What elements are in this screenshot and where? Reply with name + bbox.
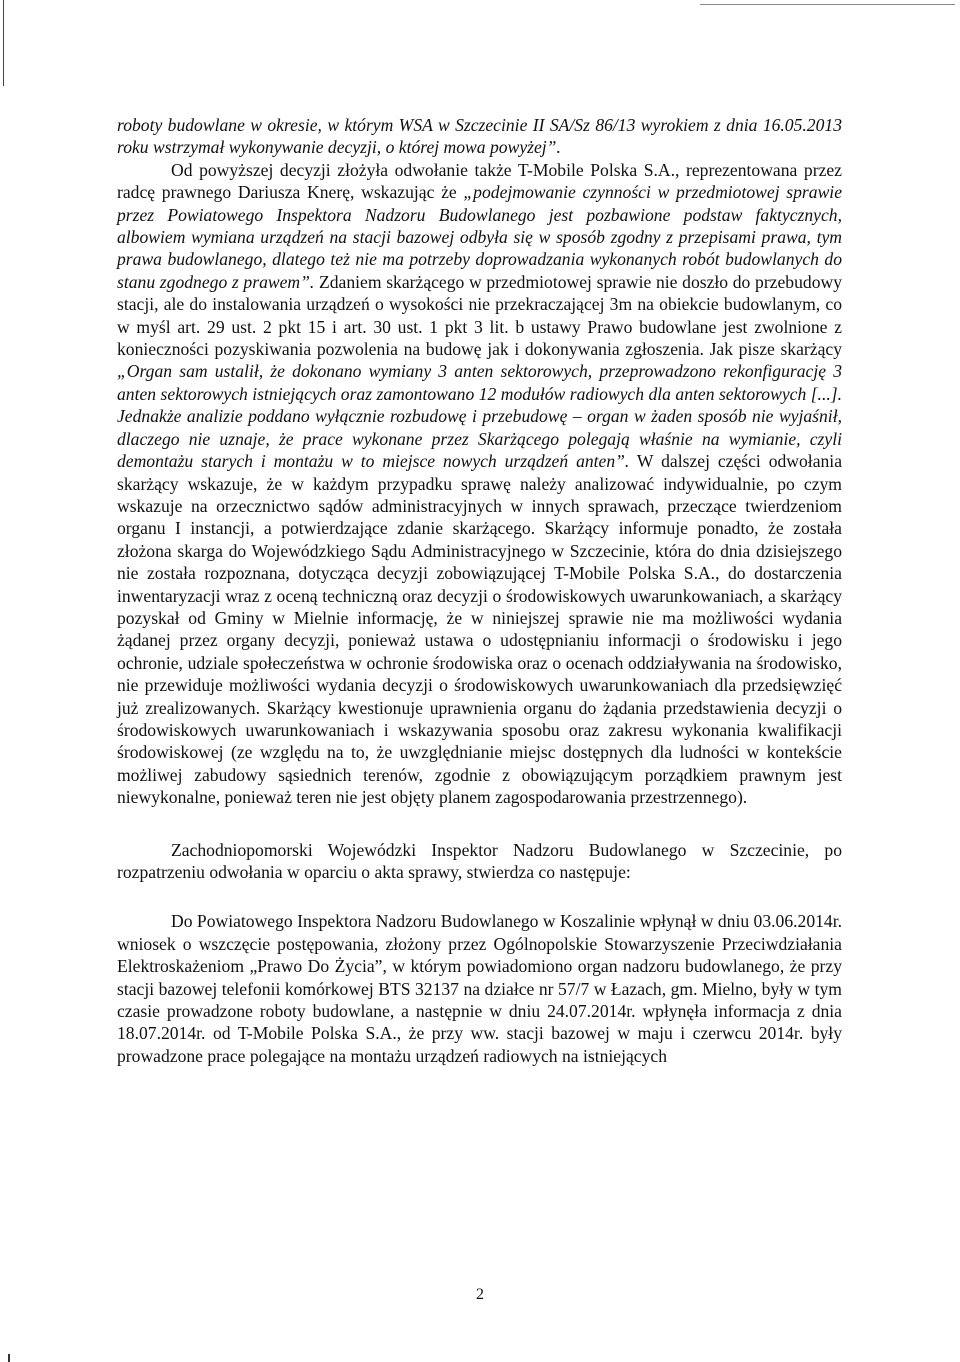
- application-text: Do Powiatowego Inspektora Nadzoru Budowlanego w Koszalinie wpłynął w dniu 03.06.2014r. wniosek o wszczęcie postępowania, złożony przez Ogólnopolskie Stowarzyszenie Przeciwdziałania Elektroskażeniom „Prawo Do Życia”, w którym powiadomiono organ nadzoru budowlanego, że przy stacji bazowej telefonii komórkowej BTS 32137 na działce nr 57/7 w Łazach, gm. Mielno, były w tym czasie prowadzone roboty budowlane, a następnie w dniu 24.07.2014r. wpłynęła informacja z dnia 18.07.2014r. od T-Mobile Polska S.A., że przy ww. stacji bazowej w maju i czerwcu 2014r. były prowadzone prace polegające na montażu urządzeń radiowych na istniejących: [117, 911, 842, 1066]
- inspector-statement-text: Zachodniopomorski Wojewódzki Inspektor Nadzoru Budowlanego w Szczecinie, po rozpatrzeniu odwołania w oparciu o akta sprawy, stwierdza co następuje:: [117, 839, 842, 882]
- appeal-text-3: W dalszej części odwołania skarżący wskazuje, że w każdym przypadku sprawę należy analizować indywidualnie, po czym wskazuje na orzecznictwo sądów administracyjnych w innych sprawach, przeczące twierdzeniom organu I instancji, a potwierdzające zdanie skarżącego. Skarżący informuje ponadto, że została złożona skarga do Wojewódzkiego Sądu Administracyjnego w Szczecinie, która do dnia dzisiejszego nie została rozpoznana, dotycząca decyzji zobowiązującej T-Mobile Polska S.A., do dostarczenia inwentaryzacji wraz z oceną techniczną oraz decyzji o środowiskowych uwarunkowaniach, a skarżący pozyskał od Gminy w Mielnie informację, że w niniejszej sprawie nie ma możliwości wydania żądanej przez organy decyzji, ponieważ ustawa o udostępnianiu informacji o środowisku i jego ochronie, udziale społeczeństwa w ochronie środowiska oraz o ocenach oddziaływania na środowisko, nie przewiduje możliwości wydania decyzji o środowiskowych uwarunkowaniach dla przedsięwzięć już zrealizowanych. Skarżący kwestionuje uprawnienia organu do żądania przedstawienia decyzji o środowiskowych uwarunkowaniach i wskazywania sposobu oraz zakresu wykonania kwalifikacji środowiskowej (ze względu na to, że uwzględnianie miejsc dostępnych dla ludności w kontekście możliwej zabudowy sąsiednich terenów, zgodnie z obowiązującym porządkiem prawnym jest niewykonalne, ponieważ teren nie jest objęty planem zagospodarowania przestrzennego).: [117, 451, 843, 808]
- appeal-quote-2: „Organ sam ustalił, że dokonano wymiany 3 anten sektorowych, przeprowadzono rekonfigurację 3 anten sektorowych istniejących oraz zamontowano 12 modułów radiowych dla anten sektorowych [...]. Jednakże analizie poddano wyłącznie rozbudowę i przebudowę – organ w żaden sposób nie wyjaśnił, dlaczego nie uznaje, że prace wykonane przez Skarżącego polegają właśnie na wymianie, czyli demontażu starych i montażu w to miejsce nowych urządzeń anten”.: [117, 361, 842, 472]
- scan-left-edge-line: [3, 0, 4, 86]
- paragraph-appeal-t-mobile: [117, 159, 842, 809]
- continuation-quote: roboty budowlane w okresie, w którym WSA w Szczecinie II SA/Sz 86/13 wyrokiem z dnia 16.05.2013 roku wstrzymał wykonywanie decyzji, o której mowa powyżej”.: [117, 115, 842, 158]
- paragraph-application: [117, 910, 842, 1067]
- paragraph-continuation: [117, 114, 842, 159]
- appeal-quote-1: „podejmowanie czynności w przedmiotowej sprawie przez Powiatowego Inspektora Nadzoru Budowlanego jest pozbawione podstaw faktycznych, albowiem wymiana urządzeń na stacji bazowej odbyła się w sposób zgodny z przepisami prawa, tym prawa budowlanego, dlatego też nie ma potrzeby doprowadzania wykonanych robót budowlanych do stanu zgodnego z prawem”.: [117, 182, 843, 292]
- appeal-text-2: Zdaniem skarżącego w przedmiotowej sprawie nie doszło do przebudowy stacji, ale do instalowania urządzeń o wysokości nie przekraczającej 3m na obiekcie budowlanym, co w myśl art. 29 ust. 2 pkt 15 i art. 30 ust. 1 pkt 3 lit. b ustawy Prawo budowlane jest zwolnione z konieczności pozyskiwania pozwolenia na budowę jak i dokonywania zgłoszenia. Jak pisze skarżący: [117, 271, 842, 360]
- page-number: 2: [476, 1286, 484, 1303]
- appeal-text-1: Od powyższej decyzji złożyła odwołanie także T-Mobile Polska S.A., reprezentowana przez radcę prawnego Dariusza Knerę, wskazując że: [117, 159, 842, 203]
- scan-top-edge-line: [700, 4, 955, 5]
- paragraph-inspector-statement: [117, 839, 842, 884]
- document-body: [117, 114, 842, 1067]
- scan-bottom-mark: [8, 1354, 10, 1362]
